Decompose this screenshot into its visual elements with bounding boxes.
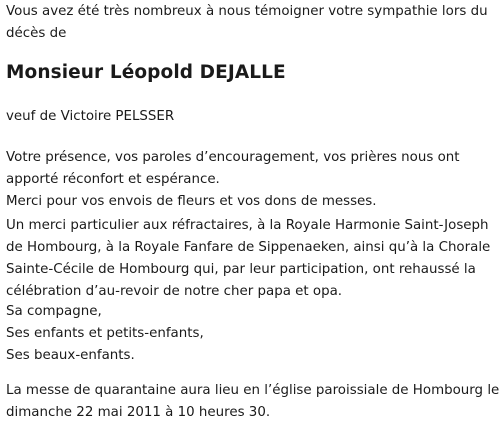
thanks-special-line-4: célébration d’au-revoir de notre cher papa et opa. xyxy=(6,284,343,299)
mass-notice-line-1: La messe de quarantaine aura lieu en l’église paroissiale de Hombourg le xyxy=(6,383,500,398)
thanks-presence-line-2: apporté réconfort et espérance. xyxy=(6,172,220,187)
thanks-special-line-3: Sainte-Cécile de Hombourg qui, par leur participation, ont rehaussé la xyxy=(6,262,476,277)
thanks-special-line-1: Un merci particulier aux réfractaires, à la Royale Harmonie Saint-Joseph xyxy=(6,218,489,233)
thanks-presence-paragraph xyxy=(6,147,494,191)
intro-line-2: décès de xyxy=(6,26,67,41)
deceased-name: Monsieur Léopold DEJALLE xyxy=(6,62,286,83)
family-signature xyxy=(6,301,494,367)
thanks-special-line-2: de Hombourg, à la Royale Fanfare de Sippenaeken, ainsi qu’à la Chorale xyxy=(6,240,491,255)
mass-notice-line-2: dimanche 22 mai 2011 à 10 heures 30. xyxy=(6,405,271,420)
intro-line-1: Vous avez été très nombreux à nous témoigner votre sympathie lors du xyxy=(6,4,488,19)
intro-paragraph xyxy=(6,1,494,45)
mass-notice-paragraph xyxy=(6,380,498,424)
widower-line: veuf de Victoire PELSSER xyxy=(6,109,175,124)
thanks-flowers-paragraph: Merci pour vos envois de fleurs et vos dons de messes. xyxy=(6,194,377,209)
signature-line-2: Ses enfants et petits-enfants, xyxy=(6,326,204,341)
signature-line-3: Ses beaux-enfants. xyxy=(6,348,135,363)
signature-line-1: Sa compagne, xyxy=(6,304,102,319)
thanks-presence-line-1: Votre présence, vos paroles d’encouragement, vos prières nous ont xyxy=(6,150,460,165)
thanks-special-paragraph xyxy=(6,215,498,303)
